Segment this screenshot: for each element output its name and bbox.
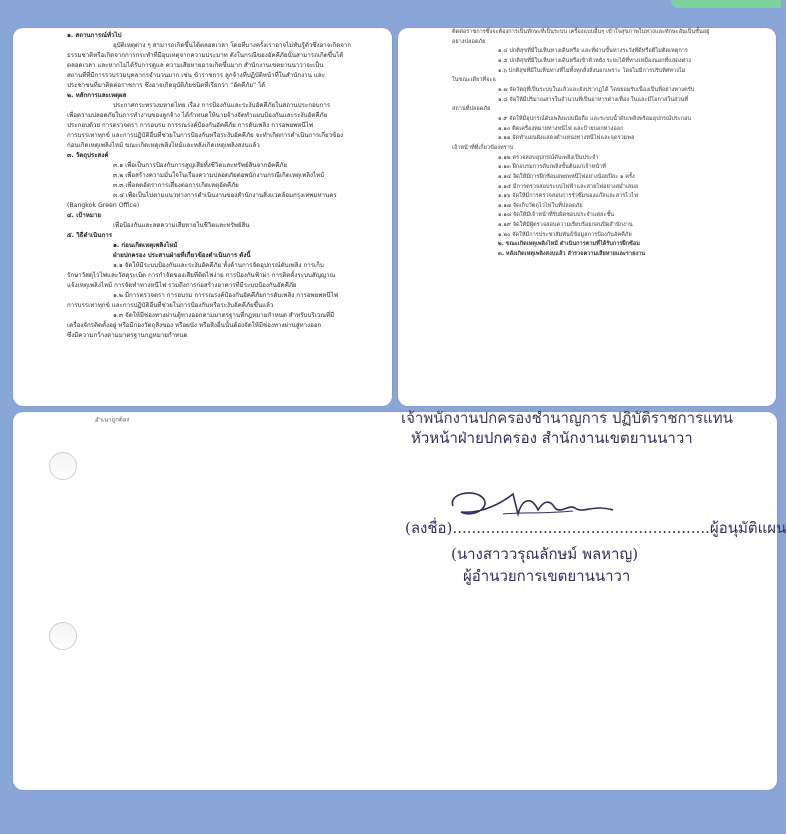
- document-line: ๑.๑๕ มีการตรวจสอบระบบไฟฟ้าและสายไฟอย่างสม่ำเสมอ: [498, 183, 639, 190]
- document-line: การบรรเทาทุกข์ และการปฏิบัติอื่นที่ช่วยในการป้องกันหรือระงับอัคคีภัย จะทำเกิดการดำเนินการเกี่ยวข้อง: [67, 131, 344, 139]
- document-line: ๑.๑๙ จัดให้มีผู้ตรวจสอบความเรียบร้อยก่อนปิดสำนักงาน: [498, 222, 633, 229]
- document-line: ๑.๒๐ จัดให้มีการประชาสัมพันธ์ข้อมูลการป้องกันอัคคีภัย: [498, 231, 632, 238]
- document-text-left: [13, 28, 392, 341]
- document-line: ประกาศกระทรวงมหาดไทย เรื่อง การป้องกันและระงับอัคคีภัยในสถานประกอบการ: [113, 101, 331, 109]
- document-line: ๕. วิธีดำเนินการ: [67, 231, 113, 239]
- document-line: ๑.๓ จัดให้มีช่องทางผ่านตู้ทางออกตามมาตรฐานที่กฎหมายกำหนด สำหรับบริเวณที่มี: [113, 311, 335, 319]
- title-fragment: เจ้าพนักงานปกครองชำนาญการ ปฏิบัติราชการแทน: [401, 409, 733, 427]
- document-line: แจ้งเหตุเพลิงไหม้ การจัดทำทางหนีไฟ รวมถึงการก่อสร้างอาคารที่มีระบบป้องกันอัคคีภัย: [67, 281, 297, 289]
- document-line: ในขณะเดียวที่จะแ: [452, 77, 497, 84]
- document-page-right: [398, 28, 776, 406]
- document-line: ๑.๑๔ จัดให้มีการฝึกซ้อมอพยพหนีไฟอย่างน้อยปีละ ๑ ครั้ง: [498, 173, 635, 180]
- document-line: ธรรมชาติหรือเกิดจากการกระทำที่มีอุบเหตุจากความประมาท ดังในกรณีของอัคคีภัยนั้นสามารถเกิดขึ้นได้: [67, 51, 344, 59]
- document-line: เพื่อความปลอดภัยในการทำงานของลูกจ้าง ได้กำหนดให้นายจ้างจัดทำแผนป้องกันและระงับอัคคีภัย: [67, 111, 328, 119]
- signature-page: [13, 409, 786, 790]
- document-line: ๓. หลังเกิดเหตุเพลิงสงบแล้ว สำรวจความเสียหายและรายงาน: [498, 251, 646, 258]
- document-line: ๑.๔ ปกติสุขที่มีในเห็นทางเดินหรือ และที่ผ่านขั้นทางระวังที่ดีหรือตีไม่ติดเหตุการ: [498, 48, 688, 55]
- document-text-right: [398, 28, 776, 259]
- document-line: ๑.๑ จัดให้มีระบบป้องกันและระงับอัคคีภัย ทั้งด้านการจัดอุปกรณ์ดับเพลิง การเก็บ: [113, 261, 324, 269]
- document-line: ๓.๒ เพื่อสร้างความมั่นใจในเรื่องความปลอดภัยต่อพนักงานกรณีเกิดเหตุเพลิงไหม้: [113, 171, 325, 179]
- document-line: ๑.๑๓ ฝึกอบรมการดับเพลิงขั้นต้นแก่เจ้าหน้าที่: [498, 164, 606, 171]
- document-line: สถานที่ปลอดภัย: [452, 106, 491, 113]
- document-line: ๒. หลักการและเหตุผล: [67, 91, 127, 99]
- document-line: ๑.๕ ปกติสุขที่มีในเห็นทางเดินหรือเข้าตัวหยัง ระยะได้ที่ทางเหมืองนอกที่แสดงต่าง: [498, 57, 692, 64]
- document-line: ๑.๑๗ จัดเก็บวัตถุไวไฟในที่ปลอดภัย: [498, 202, 583, 209]
- sign-line: [405, 516, 786, 540]
- sign-suffix: ผู้อนุมัติแผน: [709, 519, 786, 537]
- sign-prefix: (ลงชื่อ): [405, 519, 453, 537]
- document-line: อย่างปลอดภัย: [452, 38, 486, 45]
- document-line: ๑. สถานการณ์ทั่วไป: [67, 32, 122, 39]
- document-line: ๔. เป้าหมาย: [67, 211, 101, 219]
- document-line: ๑.๑๘ จัดให้มีเจ้าหน้าที่รับผิดชอบประจำแต่ละชั้น: [498, 212, 615, 219]
- document-line: ๓.๔ เพื่อเป็นไปตามแนวทางการดำเนินงานของสำนักงานสิ่งแวดล้อมกรุงเทพมหานคร: [113, 191, 337, 199]
- document-line: ๒. ขณะเกิดเหตุเพลิงไหม้ ดำเนินการตามที่ได้รับการฝึกซ้อม: [498, 241, 640, 248]
- document-line: อุบัติเหตุต่าง ๆ สามารถเกิดขึ้นได้ตลอดเวลา โดยที่บางครั้งเราอาจไม่ทันรู้ตัวซึ่งอาจเกิดจาก: [113, 41, 352, 49]
- document-line: ประชาชนที่มาติดต่อราชการ ซึ่งอาจเกิดอุบัติภัยชนิดที่เรียกว่า “อัคคีภัย” ได้: [67, 81, 266, 89]
- document-line: สถานที่ที่มีการรวบรวมบุคลากรจำนวนมาก เช่น ข้าราชการ ลูกจ้างที่ปฏิบัติหน้าที่ในสำนักงาน และ: [67, 71, 325, 79]
- document-line: ๑. ก่อนเกิดเหตุเพลิงไหม้: [113, 241, 178, 249]
- document-line: ๑.๑๒ ตรวจสอบอุปกรณ์ดับเพลิงเป็นประจำ: [498, 154, 599, 161]
- signer-name: (นางสาววรุณลักษม์ พลหาญ): [451, 545, 639, 563]
- document-line: ตลอดเวลา และหากไม่ได้รับการดูแล ความเสียหายอาจเกิดขึ้นมาก สำนักงานเขตยานนาวาจะเป็น: [67, 61, 324, 69]
- document-line: ๑.๙ จัดให้มีอุปกรณ์ดับเพลิงแบบมือถือ และระบบน้ำดับเพลิงพร้อมอุปกรณ์ประกอบ: [498, 115, 692, 122]
- document-line: ซึ่งมีความกว้างตามมาตรฐานกฎหมายกำหนด: [67, 331, 188, 339]
- document-line: ๑.๗ จัดวัตถุที่เป็นระบบในแล้วและยังปรากฏได้ โดยยอมรับเนื่องเป็นที่อย่างทางครับ: [498, 86, 695, 93]
- document-line: การบรรเทาทุกข์ และการปฏิบัติอื่นที่ช่วยในการป้องกันหรือระงับอัคคีภัยขึ้นแล้ว: [67, 301, 274, 309]
- document-line: ๑.๘ จัดให้มีปริมาณสารในจำนวนที่เป็นอาหารต่างเฟื่อง ในและมีโอกาสในส่วนที่: [498, 96, 689, 103]
- document-line: (Bangkok Green Office): [67, 201, 140, 209]
- document-line: ๑.๑๐ ติดเครื่องหมายทางหนีไฟ และป้ายบอกทางออก: [498, 125, 624, 132]
- document-page-left: [13, 28, 392, 406]
- document-line: ประกอบด้วย การตรวจตรา การอบรม การรณรงค์ป้องกันอัคคีภัย การดับเพลิง การอพยพหนีไฟ: [67, 121, 314, 129]
- sign-dots: ......................................................: [452, 519, 710, 537]
- document-line: ๓. วัตถุประสงค์: [67, 151, 109, 159]
- binder-hole: [49, 622, 77, 650]
- document-line: ๓.๓ เพื่อลดอัตราการเสี่ยงต่อการเกิดเหตุอัคคีภัย: [113, 181, 239, 189]
- title-line: หัวหน้าฝ่ายปกครอง สำนักงานเขตยานนาวา: [411, 429, 693, 447]
- document-line: ฝ่ายปกครอง ประสานฝ่ายที่เกี่ยวข้องดำเนินการ ดังนี้: [113, 251, 251, 259]
- document-line: รักษาวัสดุไวไฟและวัสดุระเบิด การกำจัดของเสียที่ติดไฟง่าย การป้องกันฟ้าผ่า การติดตั้งระบบสัญญาณ: [67, 271, 336, 279]
- document-line: ติดต่อราชการซึ่งจะต้องการเป็นทักษะที่เป็นระบบ เครื่องแบบอื่นๆ เข้าใจสุขภาพในทางและทักษะอันเป็นชั้นอยู่: [452, 29, 710, 35]
- signer-position: ผู้อำนวยการเขตยานนาวา: [463, 567, 631, 585]
- document-line: ๑.๒ มีการตรวจตรา การอบรม การรณรงค์ป้องกันอัคคีภัยการดับเพลิง การอพยพหนีไฟ: [113, 291, 339, 299]
- document-line: ๑.๑๑ จัดทำแผนผังแสดงตำแหน่งทางหนีไฟและจุดรวมพล: [498, 135, 635, 142]
- document-line: ๓.๑ เพื่อเป็นการป้องกันการสูญเสียทั้งชีวิตและทรัพย์สินจากอัคคีภัย: [113, 161, 288, 169]
- document-line: ๑.๖ ปกติสุขที่มีในเห็นทางที่ไม่ทั้งทุกสิ่งสิ่งนอกเพราะ โดยไม่มีการปรับทิศทางไม่: [498, 67, 686, 74]
- document-line: เครื่องจักรติดตั้งอยู่ หรือมีกองวัตถุสิ่งของ หรือผนัง หรือสิ่งอื่นนั้นต้องจัดให้มีช่องทางผ่านสู่ทางออก: [67, 321, 322, 329]
- document-line: เพื่อป้องกันและลดความเสียหายในชีวิตและทรัพย์สิน: [113, 221, 250, 229]
- document-line: ๑.๑๖ จัดให้มีการตรวจสอบการรั่วซึมของแก๊สและสารไวไฟ: [498, 193, 638, 200]
- document-line: ก่อนเกิดเหตุเพลิงไหม้ ขณะเกิดเหตุเพลิงไหม้และหลังเกิดเหตุเพลิงสงบแล้ว: [67, 141, 260, 149]
- binder-hole: [49, 452, 77, 480]
- accent-corner: [671, 0, 781, 8]
- document-line: เจ้าหน้าที่ที่เกี่ยวข้องทราบ: [452, 144, 514, 151]
- faint-stamp: สำเนาถูกต้อง: [94, 416, 130, 424]
